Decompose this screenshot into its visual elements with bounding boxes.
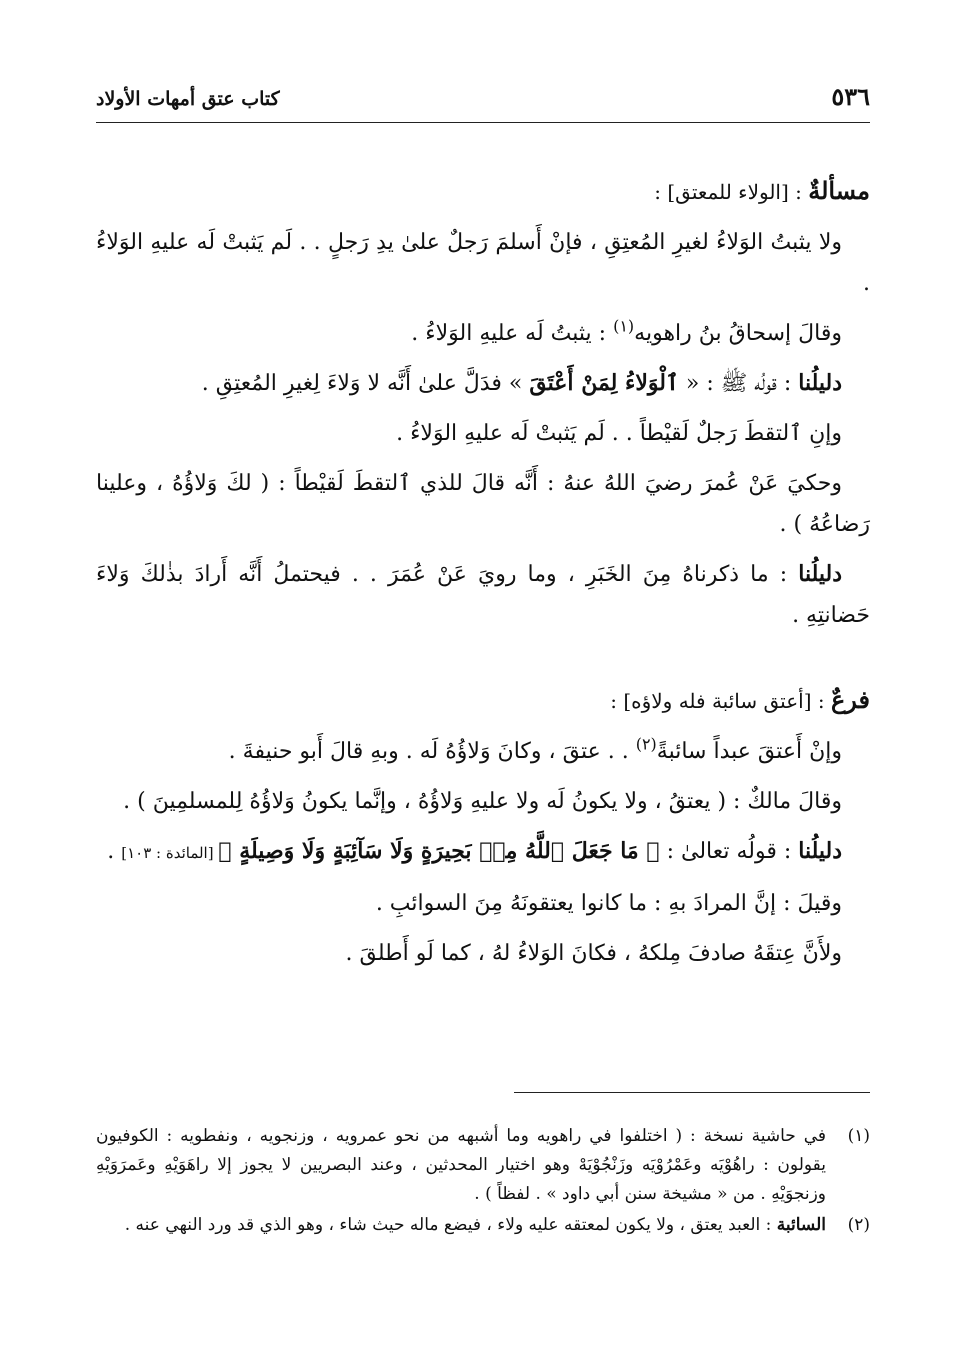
page-header (96, 82, 870, 123)
verse-reference: [المائدة : ١٠٣] (121, 844, 219, 862)
paragraph: وحكيَ عَنْ عُمرَ رضيَ اللهُ عنهُ : أَنَّه قالَ للذي ٱلتقطَ لَقيْطاً : ( لكَ وَلاؤُهُ ، وعلينا رَضاعُهُ ) . (96, 471, 870, 537)
masala-topic: : [الولاء للمعتق] : (654, 180, 809, 204)
paragraph (96, 554, 870, 636)
footnote-number: (١) (847, 1126, 870, 1146)
masala-label: مسألةٌ (808, 176, 870, 205)
paragraph: ولأَنَّ عِتقَهُ صادفَ مِلكهُ ، فكانَ الوَلاءُ لهُ ، كما لَو أَطلقَ . (345, 941, 842, 966)
paragraph: وإنِ ٱلتقطَ رَجلٌ لَقيْطاً . . لَم يَثبتْ لَه عليهِ الوَلاءُ . (396, 421, 842, 446)
footnote-text: في حاشية نسخة : ( اختلفوا في راهويه وما أشبهه من نحو عمرويه ، وزنجويه ، ونفطويه : الكوفيون يقولون : راهُوْيَه وعَمْرُوْيَه وزَنْجُوْيَهْ وهو اختيار المحدثين ، وعند البصريين لا يجوز إلا راهَوَيْهِ وعَمرَوَيْهِ وزنجوَيْهِ . من « مشيخة سنن أبي داود » . لفظاً ) . (96, 1126, 826, 1204)
quran-verse: ﴿ مَا جَعَلَ ٱللَّهُ مِنۢ بَحِيرَةٍ وَلَا سَآئِبَةٍ وَلَا وَصِيلَةٍ ﴾ (218, 838, 660, 864)
paragraph-text: : قولُه ﷺ : « (678, 371, 799, 396)
paragraph-text: . (107, 839, 122, 864)
footnote-text: : العبد يعتق ، ولا يكون لمعتقه عليه ولاء ، فيضع ماله حيث شاء ، وهو الذي قد ورد النهي عنه . (124, 1215, 777, 1235)
section-heading (96, 170, 870, 213)
evidence-label: دليلُنا (798, 561, 842, 587)
paragraph (96, 313, 870, 354)
paragraph-text: . . عتقَ ، وكانَ وَلاؤُهُ لَه . وبهِ قالَ أَبو حنيفةَ . (228, 739, 636, 764)
paragraph-text: » فدَلَّ علىٰ أَنَّه لا وَلاءَ لِغيرِ المُعتِقِ . (201, 371, 530, 396)
page-number: ٥٣٦ (831, 82, 870, 111)
paragraph-text: : يثبتُ لَه عليهِ الوَلاءُ . (411, 321, 614, 346)
paragraph-text: وإنْ أَعتقَ عبداً سائبةً (656, 739, 842, 764)
paragraph: وقالَ مالكٌ : ( يعتقُ ، ولا يكونُ لَه ولا عليهِ وَلاؤُهُ ، وإنَّما يكونُ وَلاؤُهُ لِلمسلمِينَ ) . (123, 789, 842, 814)
paragraph (96, 731, 870, 772)
footnote (96, 1211, 870, 1240)
page (96, 0, 870, 1367)
paragraph-text: : ما ذكرناهُ مِنَ الخَبَرِ ، وما رويَ عَنْ عُمَرَ . . فيحتملُ أَنَّه أَرادَ بذٰلكَ وَلاءَ حَضانتِهِ . (96, 562, 870, 628)
hadith-quote: ٱلْوَلاءُ لِمَنْ أَعْتَقَ (529, 370, 679, 396)
footnote (96, 1122, 870, 1209)
paragraph-text: : قولُه تعالىٰ : (659, 839, 799, 864)
section-gap (96, 645, 870, 679)
far-topic: : [أعتق سائبة فله ولاؤه] : (610, 689, 831, 713)
paragraph (96, 831, 870, 874)
footnote-term: السائبة (776, 1215, 826, 1235)
paragraph-text: وقالَ إسحاقُ بنُ راهويه (634, 321, 842, 346)
main-text (96, 170, 870, 983)
footnotes (96, 1122, 870, 1242)
evidence-label: دليلُنا (798, 838, 842, 864)
far-label: فرعٌ (830, 685, 870, 714)
footnote-number: (٢) (847, 1215, 870, 1235)
footnote-ref[interactable]: (٢) (635, 734, 657, 754)
paragraph (96, 363, 870, 404)
running-title: كتاب عتق أمهات الأولاد (96, 88, 280, 110)
footnote-divider (514, 1092, 870, 1093)
paragraph: ولا يثبتُ الوَلاءُ لغيرِ المُعتِقِ ، فإنْ أَسلمَ رَجلٌ علىٰ يدِ رَجلٍ . . لَم يَثبتْ لَه عليهِ الوَلاءُ . (96, 230, 870, 296)
evidence-label: دليلُنا (798, 370, 842, 396)
footnote-ref[interactable]: (١) (613, 316, 635, 336)
paragraph: وقيلَ : إنَّ المرادَ بهِ : ما كانوا يعتقونَهُ مِنَ السوائبِ . (375, 891, 842, 916)
section-heading (96, 679, 870, 722)
